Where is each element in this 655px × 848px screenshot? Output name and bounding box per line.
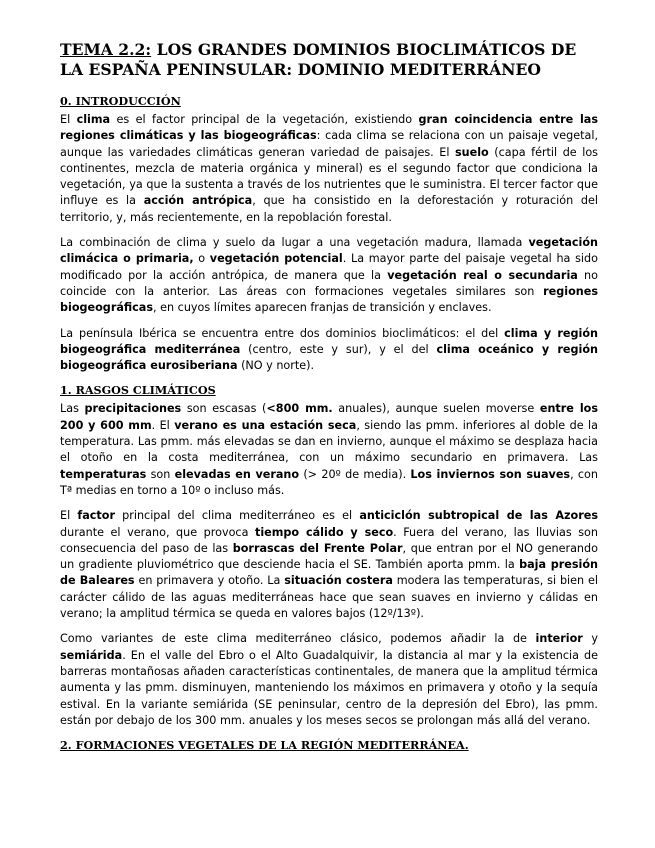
paragraph	[60, 508, 598, 622]
paragraph	[60, 631, 598, 729]
paragraph	[60, 401, 598, 499]
bold-text: acción antrópica	[143, 194, 253, 208]
text: , que ha consistido en la deforestación y roturación del territorio, y, más recientemente, en la repoblación forestal.	[60, 194, 598, 224]
text: , que entran por el NO generando un gradiente pluviométrico que desciende hacia el SE. También aporta pmm. la	[60, 541, 598, 572]
section-heading-text: 2. FORMACIONES VEGETALES DE LA REGIÓN MEDITERRÁNEA.	[60, 738, 469, 753]
bold-text: vegetación climácica o primaria,	[60, 236, 598, 266]
section-heading	[60, 738, 598, 752]
text: y	[582, 632, 598, 646]
bold-text: anticiclón subtropical de las Azores	[359, 509, 598, 523]
paragraph	[60, 235, 598, 316]
bold-text: borrascas del Frente Polar	[232, 541, 403, 555]
text: La península Ibérica se encuentra entre dos dominios bioclimáticos: el del	[60, 326, 505, 340]
bold-text: precipitaciones	[84, 402, 182, 416]
bold-text: situación costera	[284, 574, 393, 588]
bold-text: temperaturas	[60, 467, 147, 481]
text: durante el verano, que provoca	[60, 525, 255, 539]
page-title	[60, 40, 598, 80]
bold-text: suelo	[454, 145, 489, 159]
bold-text: clima	[76, 113, 111, 126]
bold-text: interior	[535, 632, 583, 646]
bold-text: factor	[77, 509, 115, 523]
text: es el factor principal de la vegetación, existiendo	[110, 113, 419, 126]
text: Las	[60, 402, 85, 416]
document-page	[60, 40, 598, 756]
text: El	[60, 509, 78, 523]
text: El	[60, 113, 77, 126]
section-heading	[60, 383, 598, 397]
text: en primavera y otoño. La	[134, 574, 285, 588]
text: . El	[151, 418, 175, 432]
bold-text: vegetación potencial	[209, 252, 343, 266]
title-text: LOS GRANDES DOMINIOS BIOCLIMÁTICOS DE LA ESPAÑA PENINSULAR: DOMINIO MEDITERRÁNEO	[60, 40, 577, 79]
section-heading	[60, 94, 598, 108]
text: . La mayor parte del paisaje vegetal ha sido modificado por la acción antrópica, de manera que la	[60, 252, 598, 282]
text: : cada clima se relaciona con un paisaje vegetal, aunque las variedades climáticas generan variedad de paisajes. El	[60, 129, 599, 159]
text: modera las temperaturas, si bien el carácter cálido de las aguas mediterráneas hace que sean suaves en invierno y cálidas en verano; la amplitud térmica se queda en valores bajos (12º/13º).	[60, 574, 598, 621]
text: son escasas (	[181, 402, 267, 416]
section-heading-text: 1. RASGOS CLIMÁTICOS	[60, 383, 216, 398]
text: . En el valle del Ebro o el Alto Guadalquivir, la distancia al mar y la existencia de barreras montañosas añaden características continentales, de manera que la amplitud térmica aumenta y las pmm. disminuyen, manteniendo los máximos en primavera y otoño y la sequía estival. En la variante semiárida (SE peninsular, centro de la depresión del Ebro), las pmm. están por debajo de los 300 mm. anuales y los meses secos se prolongan más allá del verano.	[60, 648, 598, 727]
section-heading-text: 0. INTRODUCCIÓN	[60, 94, 181, 108]
text: no coincide con la anterior. Las áreas con formaciones vegetales similares son	[60, 268, 598, 298]
bold-text: tiempo cálido y seco	[254, 525, 394, 539]
text: (centro, este y sur), y el del	[240, 342, 437, 356]
text: principal del clima mediterráneo es el	[114, 509, 360, 523]
bold-text: baja presión de Baleares	[60, 558, 598, 588]
text: son	[146, 467, 175, 481]
bold-text: elevadas en verano	[174, 467, 300, 481]
bold-text: entre los 200 y 600 mm	[60, 402, 599, 432]
bold-text: gran coincidencia entre las regiones climáticas y las biogeográficas	[60, 113, 599, 143]
title-label: TEMA 2.2:	[60, 40, 152, 59]
document-body	[60, 94, 598, 752]
text: anuales), aunque suelen moverse	[332, 402, 540, 416]
text: , siendo las pmm. inferiores al doble de la temperatura. Las pmm. más elevadas se dan en invierno, aunque el máximo se desplaza hacia el otoño en la costa mediterránea, con un máximo secundario en primavera. Las	[60, 418, 598, 465]
bold-text: regiones biogeográficas	[60, 284, 598, 315]
text: (> 20º de media).	[299, 467, 411, 481]
text: Como variantes de este clima mediterráneo clásico, podemos añadir la de	[60, 632, 536, 646]
bold-text: clima y región biogeográfica mediterránea	[60, 326, 598, 356]
text: o	[193, 252, 210, 266]
bold-text: <800 mm.	[266, 402, 333, 416]
text: (NO y norte).	[237, 359, 315, 373]
paragraph	[60, 112, 598, 226]
text: . Fuera del verano, las lluvias son consecuencia del paso de las	[60, 525, 598, 555]
bold-text: semiárida	[60, 648, 123, 662]
text: (capa fértil de los continentes, mezcla de materia orgánica y mineral) es el segundo factor que condiciona la vegetación, ya que la sustenta a través de los nutrientes que le suministra. El tercer factor que influye es la	[60, 145, 598, 208]
paragraph	[60, 326, 598, 375]
bold-text: Los inviernos son suaves	[410, 467, 571, 481]
text: , con Tª medias en torno a 10º o incluso más.	[60, 467, 598, 497]
text: La combinación de clima y suelo da lugar a una vegetación madura, llamada	[60, 236, 529, 250]
bold-text: clima oceánico y región biogeográfica eurosiberiana	[60, 342, 599, 373]
text: , en cuyos límites aparecen franjas de transición y enclaves.	[153, 301, 492, 315]
bold-text: vegetación real o secundaria	[387, 268, 578, 282]
bold-text: verano es una estación seca	[174, 418, 357, 432]
